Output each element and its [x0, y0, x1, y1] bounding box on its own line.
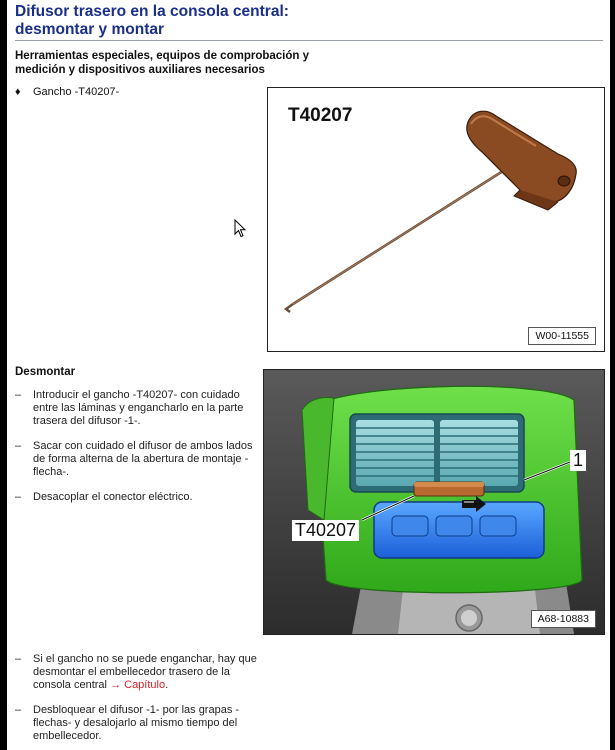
dash-icon: –: [15, 389, 22, 401]
dash-icon: –: [15, 704, 22, 716]
rear-console-illustration: [264, 370, 604, 634]
console-figure-callout: 1: [570, 450, 586, 471]
removal-step: [15, 491, 255, 504]
page-title-line2: desmontar y montar: [15, 21, 165, 38]
removal-step-text: Sacar con cuidado el difusor de ambos lados de forma alterna de la abertura de montaje -flecha-.: [33, 440, 253, 478]
tools-heading-line2: medición y dispositivos auxiliares necesarios: [15, 64, 265, 76]
removal-heading: Desmontar: [15, 366, 76, 378]
dash-icon: –: [15, 653, 22, 665]
document-page: [7, 0, 610, 750]
tool-list-item: [15, 86, 119, 98]
page-title: [15, 3, 395, 39]
console-figure-tool-label: T40207: [292, 520, 359, 541]
removal-step: [15, 440, 255, 479]
removal-step-tail: .: [165, 679, 169, 691]
bullet-icon: ♦: [15, 86, 21, 98]
removal-step: [15, 389, 255, 428]
removal-step-text: Desbloquear el difusor -1- por las grapas -flechas- y desalojarlo al mismo tiempo del embellecedor.: [33, 704, 240, 742]
page-title-line1: Difusor trasero en la consola central:: [15, 3, 289, 20]
removal-step-text: Desacoplar el conector eléctrico.: [33, 491, 193, 503]
tool-label: Gancho -T40207-: [33, 86, 120, 98]
removal-step: [15, 704, 265, 743]
console-figure: [263, 369, 605, 635]
tools-heading-line1: Herramientas especiales, equipos de comprobación y: [15, 50, 309, 62]
tool-figure-ref: W00-11555: [528, 327, 596, 345]
title-divider: [15, 40, 603, 41]
removal-step: [15, 653, 265, 692]
chapter-link[interactable]: → Capítulo: [110, 679, 166, 691]
removal-step-text: Introducir el gancho -T40207- con cuidado entre las láminas y engancharlo en la parte trasera del difusor -1-.: [33, 389, 244, 427]
tools-heading: [15, 49, 345, 77]
dash-icon: –: [15, 491, 22, 503]
removal-step-text: Si el gancho no se puede enganchar, hay que desmontar el embellecedor trasero de la consola central: [33, 653, 257, 691]
console-figure-ref: A68-10883: [531, 610, 596, 628]
tool-figure: [267, 87, 605, 352]
removal-steps: [15, 389, 255, 516]
tool-figure-label: T40207: [288, 105, 353, 126]
removal-steps-more: [15, 653, 265, 750]
mouse-cursor-icon: [234, 219, 248, 239]
hook-tool-illustration: [268, 88, 604, 351]
dash-icon: –: [15, 440, 22, 452]
